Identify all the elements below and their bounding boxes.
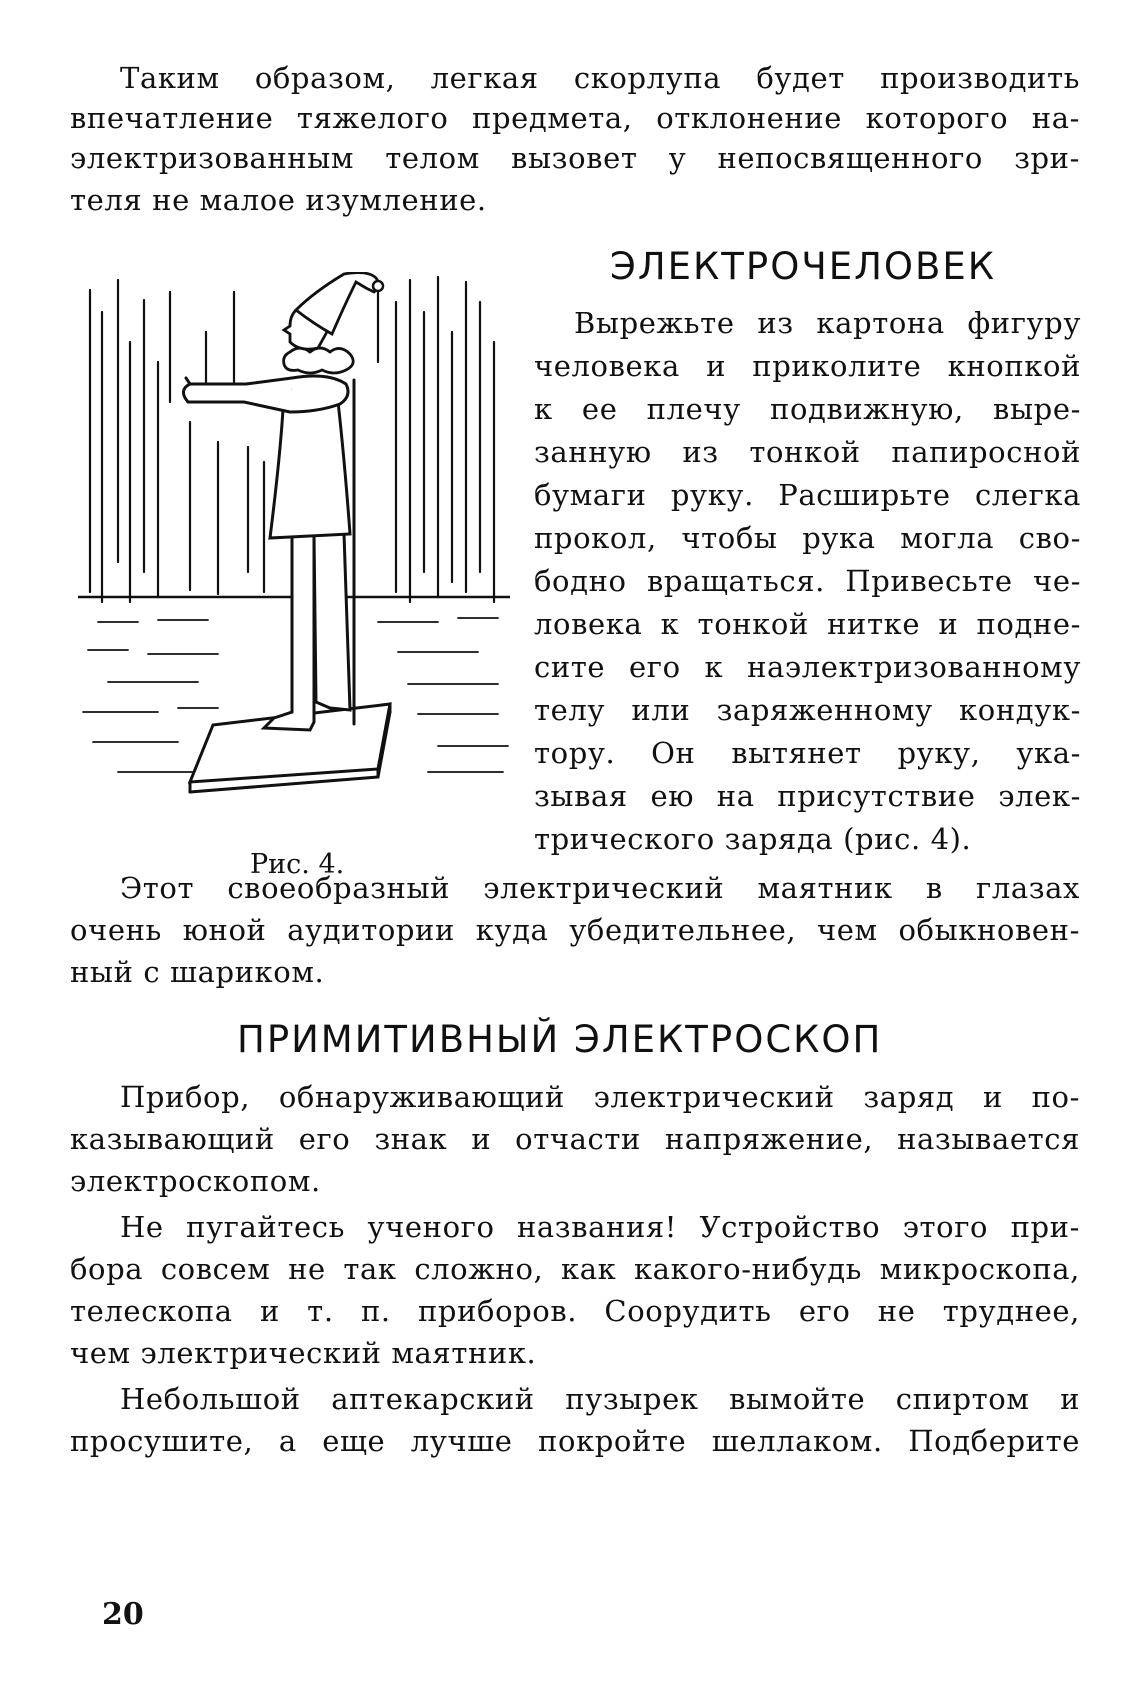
intro-line-3: электризованным телом вызовет у непосвященного зри-: [70, 141, 1080, 175]
electroman-line-6: прокол, чтобы рука могла сво-: [534, 521, 1081, 555]
electroscope-line-6: телескопа и т. п. приборов. Соорудить его не труднее,: [70, 1294, 1080, 1328]
electroman-line-13: трического заряда (рис. 4).: [534, 822, 972, 856]
intro-line-2: впечатление тяжелого предмета, отклонение которого на-: [70, 101, 1080, 135]
electroman-line-4: занную из тонкой папиросной: [534, 435, 1081, 469]
electroman-after-line-2: очень юной аудитории куда убедительнее, чем обыкновен-: [70, 913, 1080, 947]
figure-collar: [284, 348, 354, 373]
section-heading-electroscope: ПРИМИТИВНЫЙ ЭЛЕКТРОСКОП: [237, 1018, 883, 1061]
section-heading-electroman: ЭЛЕКТРОЧЕЛОВЕК: [610, 245, 997, 288]
electroman-line-7: бодно вращаться. Привесьте че-: [534, 564, 1081, 598]
page-number: 20: [102, 1597, 144, 1632]
electroscope-line-9: просушите, а еще лучше покройте шеллаком. Подберите: [70, 1424, 1080, 1458]
electroman-after-line-1: Этот своеобразный электрический маятник в глазах: [120, 871, 1080, 905]
figure-arm: [183, 376, 348, 412]
electroman-line-9: сите его к наэлектризованному: [534, 650, 1081, 684]
electroman-line-10: телу или заряженному кондук-: [534, 693, 1081, 727]
figure-electroman-illustration: [78, 272, 510, 822]
electroscope-line-7: чем электрический маятник.: [70, 1336, 537, 1370]
figure-caption: Рис. 4.: [250, 849, 345, 880]
electroman-after-line-3: ный с шариком.: [70, 955, 325, 989]
electroman-line-11: тору. Он вытянет руку, ука-: [534, 736, 1081, 770]
intro-line-4: теля не малое изумление.: [70, 183, 487, 217]
electroscope-line-3: электроскопом.: [70, 1164, 321, 1198]
intro-line-1: Таким образом, легкая скорлупа будет производить: [120, 61, 1080, 95]
electroscope-line-4: Не пугайтесь ученого названия! Устройство этого при-: [120, 1210, 1080, 1244]
figure-legs: [264, 534, 350, 730]
electroman-line-5: бумаги руку. Расширьте слегка: [534, 478, 1081, 512]
electroman-line-12: зывая ею на присутствие элек-: [534, 779, 1081, 813]
electroman-line-1: Вырежьте из картона фигуру: [574, 306, 1081, 340]
electroscope-line-2: казывающий его знак и отчасти напряжение, называется: [70, 1122, 1080, 1156]
electroman-line-2: человека и приколите кнопкой: [534, 349, 1081, 383]
electroman-line-8: ловека к тонкой нитке и подне-: [534, 607, 1081, 641]
electroman-line-3: к ее плечу подвижную, выре-: [534, 392, 1081, 426]
electroscope-line-1: Прибор, обнаруживающий электрический заряд и по-: [120, 1080, 1080, 1114]
electroscope-line-5: бора совсем не так сложно, как какого-нибудь микроскопа,: [70, 1252, 1080, 1286]
electroscope-line-8: Небольшой аптекарский пузырек вымойте спиртом и: [120, 1382, 1080, 1416]
